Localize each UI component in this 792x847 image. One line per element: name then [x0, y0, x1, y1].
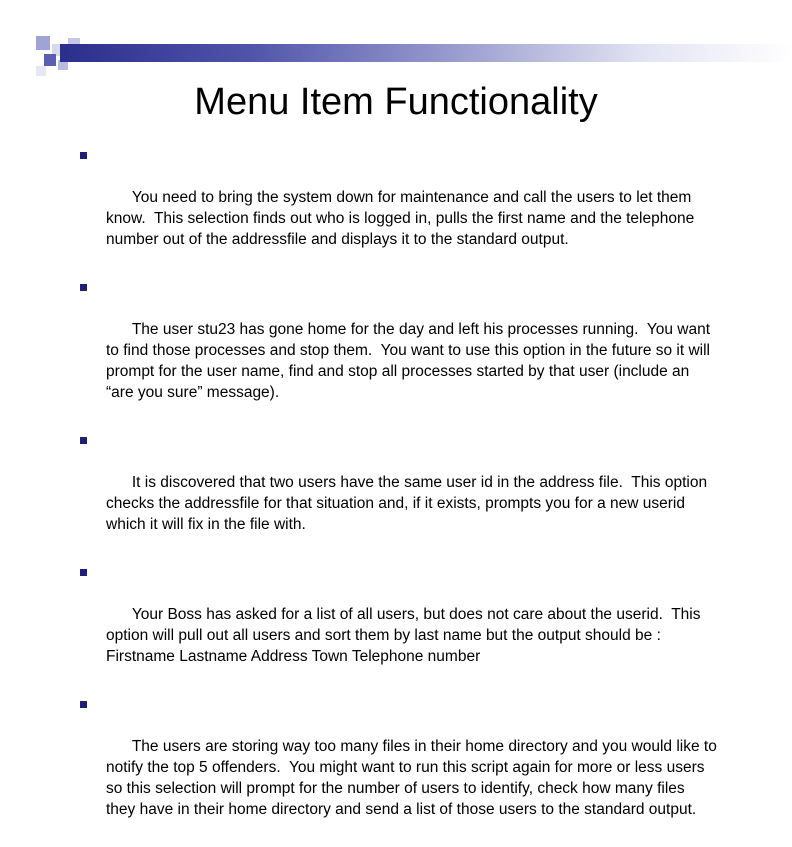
- square-bullet-icon: [80, 569, 87, 576]
- square-bullet-icon: [80, 284, 87, 291]
- bullet-item: [78, 562, 718, 688]
- bullet-text: Your Boss has asked for a list of all users, but does not care about the userid. This option will pull out all users and sort them by last name but the output should be : Firstname Lastname Address Town Telephone number: [106, 606, 705, 665]
- bullet-item: [78, 145, 718, 271]
- bullet-list: [78, 145, 722, 847]
- square-bullet-icon: [80, 437, 87, 444]
- bullet-item: [78, 277, 718, 424]
- header-gradient-band: [60, 44, 792, 62]
- slide-title: Menu Item Functionality: [194, 81, 598, 123]
- bullet-text: It is discovered that two users have the same user id in the address file. This option checks the addressfile for that situation and, if it exists, prompts you for a new userid which it will fix in the file with.: [106, 474, 712, 533]
- bullet-item: [78, 430, 718, 556]
- square-bullet-icon: [80, 701, 87, 708]
- decor-square: [36, 36, 50, 50]
- bullet-item: [78, 694, 722, 841]
- bullet-text: You need to bring the system down for maintenance and call the users to let them know. This selection finds out who is logged in, pulls the first name and the telephone number out of the addressfile and displays it to the standard output.: [106, 189, 699, 248]
- square-bullet-icon: [80, 152, 87, 159]
- bullet-text: The user stu23 has gone home for the day and left his processes running. You want to find those processes and stop them. You want to use this option in the future so it will prompt for the user name, find and stop all processes started by that user (include an “are you sure” message).: [106, 321, 715, 401]
- bullet-text: The users are storing way too many files in their home directory and you would like to notify the top 5 offenders. You might want to run this script again for more or less users so this selection will prompt for the number of users to identify, check how many files they have in their home directory and send a list of those users to the standard output.: [106, 738, 722, 818]
- decor-square: [36, 66, 46, 76]
- decor-square: [44, 54, 56, 66]
